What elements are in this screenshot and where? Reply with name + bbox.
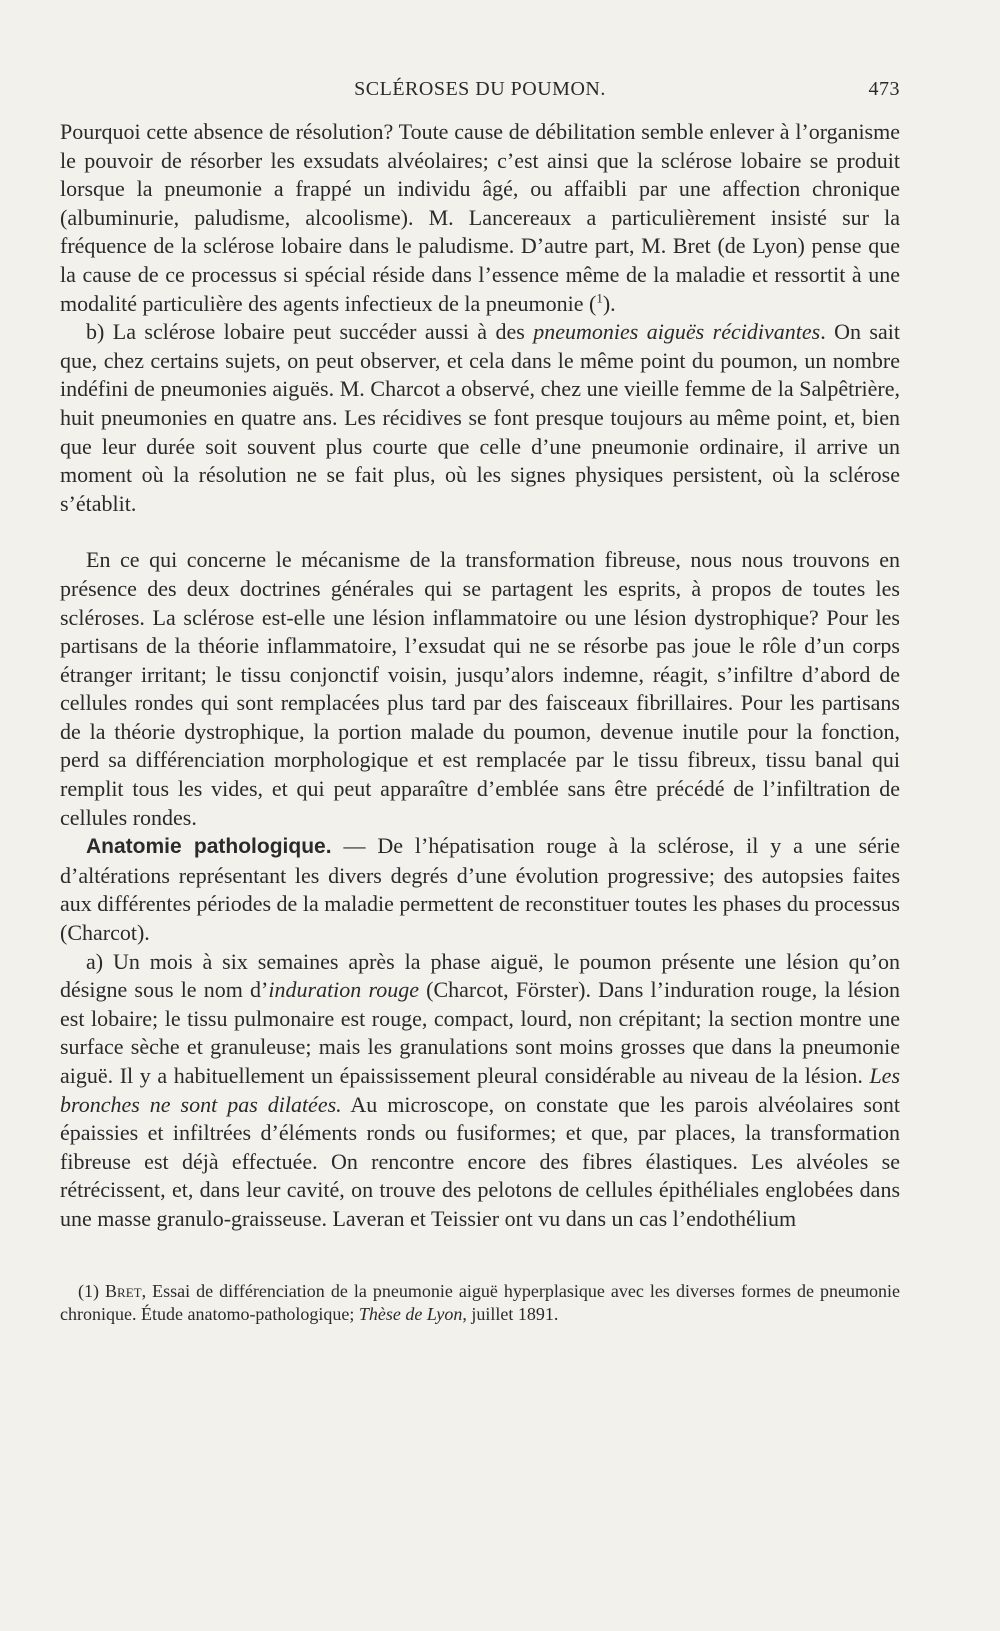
book-page <box>60 78 900 1326</box>
footnote-text: , Essai de différenciation de la pneumonie aiguë hyperplasique avec les diverses formes de pneumonie chronique. Étude anatomo-pathologique; <box>60 1280 900 1324</box>
footnote-end: , juillet 1891. <box>462 1303 559 1324</box>
footnote-author: Bret <box>105 1280 142 1301</box>
footnote-italic: Thèse de Lyon <box>358 1303 463 1324</box>
paragraph-induration-italic: induration rouge <box>268 977 419 1003</box>
paragraph-induration-start: a) Un mois à six semaines après la phase aiguë, le poumon présente une lésion qu’on désigne sous le nom d’ <box>60 948 900 1003</box>
footnote-1 <box>60 1280 900 1326</box>
footnotes <box>60 1280 900 1326</box>
running-head <box>60 78 900 108</box>
footnote-reference: 1 <box>596 290 603 306</box>
section-heading: Anatomie pathologique. <box>86 835 332 859</box>
paragraph-mechanism <box>60 546 900 832</box>
paragraph-recurrent-rest: . On sait que, chez certains sujets, on peut observer, et cela dans le même point du poumon, un nombre indéfini de pneumonies aiguës. M. Charcot a observé, chez une vieille femme de la Salpêtrière, huit pneumonies en quatre ans. Les récidives se font presque toujours au même point, et, bien que leur durée soit souvent plus courte que celle d’une pneumonie ordinaire, il arrive un moment où la résolution ne se fait plus, où les signes physiques persistent, où la sclérose s’établit. <box>60 319 900 516</box>
paragraph-pathology-text: — De l’hépatisation rouge à la sclérose, il y a une série d’altérations représentant les divers degrés d’une évolution progressive; des autopsies faites aux différentes périodes de la maladie permettent de reconstituer toutes les phases du processus (Charcot). <box>60 833 900 946</box>
paragraph-recurrent-start: b) La sclérose lobaire peut succéder aussi à des <box>86 319 534 345</box>
footnote-marker: (1) <box>78 1280 106 1301</box>
paragraph-recurrent-pneumonia <box>60 318 900 518</box>
paragraph-causes-end: ). <box>602 290 616 316</box>
body-text <box>60 118 900 1234</box>
paragraph-causes <box>60 118 900 318</box>
paragraph-recurrent-italic: pneumonies aiguës récidivantes <box>533 319 821 345</box>
page-number: 473 <box>868 78 900 100</box>
paragraph-induration-rest: Au microscope, on constate que les parois alvéolaires sont épaissies et infiltrées d’éléments ronds ou fusiformes; et que, par places, la transformation fibreuse est déjà effectuée. On rencontre encore des fibres élastiques. Les alvéoles se rétrécissent, et, dans leur cavité, on trouve des pelotons de cellules épithéliales englobées dans une masse granulo-graisseuse. Laveran et Teissier ont vu dans un cas l’endothélium <box>60 1091 900 1231</box>
paragraph-pathology <box>60 832 900 947</box>
paragraph-red-induration <box>60 948 900 1234</box>
paragraph-mechanism-text: En ce qui concerne le mécanisme de la transformation fibreuse, nous nous trouvons en présence des deux doctrines générales qui se partagent les esprits, à propos de toutes les scléroses. La sclérose est-elle une lésion inflammatoire ou une lésion dystrophique? Pour les partisans de la théorie inflammatoire, l’exsudat qui ne se résorbe pas joue le rôle d’un corps étranger irritant; le tissu conjonctif voisin, jusqu’alors indemne, réagit, s’infiltre d’abord de cellules rondes qui sont remplacées plus tard par des faisceaux fibrillaires. Pour les partisans de la théorie dystrophique, la portion malade du poumon, devenue inutile pour la fonction, perd sa différenciation morphologique et est remplacée par le tissu fibreux, tissu banal qui remplit tous les vides, et qui peut apparaître d’emblée sans être précédé de l’infiltration de cellules rondes. <box>60 547 900 830</box>
paragraph-induration-mid: (Charcot, Förster). Dans l’induration rouge, la lésion est lobaire; le tissu pulmonaire est rouge, compact, lourd, non crépitant; la section montre une surface sèche et granuleuse; mais les granulations sont moins grosses que dans la pneumonie aiguë. Il y a habituellement un épaississement pleural considérable au niveau de la lésion. <box>60 977 900 1088</box>
paragraph-causes-text: Pourquoi cette absence de résolution? Toute cause de débilitation semble enlever à l’organisme le pouvoir de résorber les exsudats alvéolaires; c’est ainsi que la sclérose lobaire se produit lorsque la pneumonie a frappé un individu âgé, ou affaibli par une affection chronique (albuminurie, paludisme, alcoolisme). M. Lancereaux a particulièrement insisté sur la fréquence de la sclérose lobaire dans le paludisme. D’autre part, M. Bret (de Lyon) pense que la cause de ce processus si spécial réside dans l’essence même de la maladie et ressortit à une modalité particulière des agents infectieux de la pneumonie ( <box>60 119 900 316</box>
running-title: SCLÉROSES DU POUMON. <box>354 78 606 100</box>
paragraph-induration-italic-bronchi: Les bronches ne sont pas dilatées. <box>60 1063 900 1117</box>
